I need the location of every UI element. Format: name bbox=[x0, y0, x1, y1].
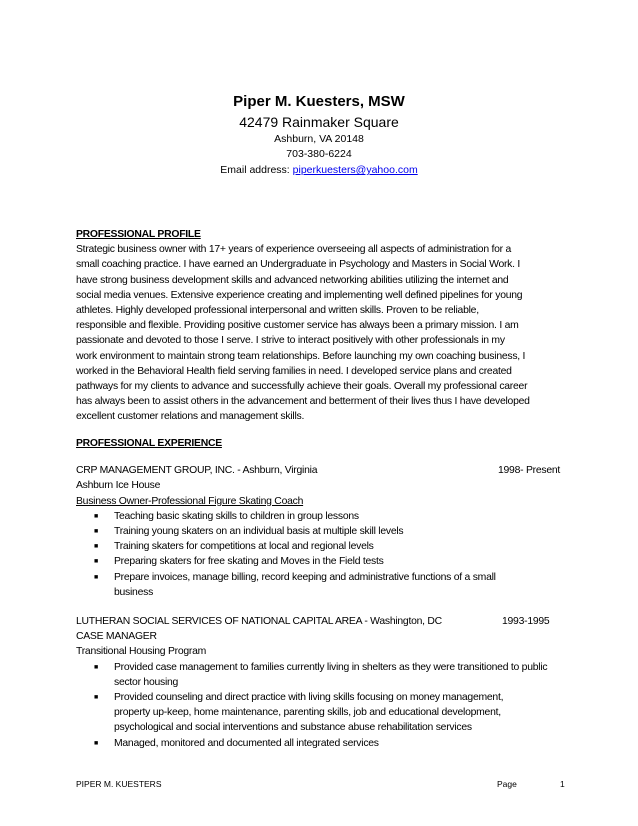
contact-header bbox=[0, 92, 638, 178]
profile-paragraph bbox=[76, 242, 576, 424]
bullet-icon: ■ bbox=[94, 739, 98, 747]
phone-number: 703-380-6224 bbox=[286, 148, 352, 160]
profile-heading: PROFESSIONAL PROFILE bbox=[76, 229, 201, 240]
duty-text: Managed, monitored and documented all integrated services bbox=[114, 737, 379, 749]
list-item bbox=[76, 539, 576, 554]
experience-section bbox=[76, 436, 576, 751]
profile-line: has always been to assist others in the advancement and betterment of their lives thus I have developed bbox=[76, 396, 530, 408]
bullet-icon: ■ bbox=[94, 573, 98, 581]
footer-name: PIPER M. KUESTERS bbox=[76, 779, 162, 789]
job-employer-row bbox=[76, 463, 576, 478]
job-duties-list bbox=[76, 509, 576, 600]
job-dates: 1993-1995 bbox=[502, 616, 550, 628]
duty-text: Provided case management to families currently living in shelters as they were transitioned to public sector housing bbox=[114, 661, 548, 688]
profile-line: small coaching practice. I have earned an Undergraduate in Psychology and Masters in Social Work. I bbox=[76, 259, 521, 271]
list-item bbox=[76, 736, 576, 751]
profile-line: worked in the Behavioral Health field serving families in need. I developed service plans and created bbox=[76, 365, 512, 377]
profile-line: excellent customer relations and management skills. bbox=[76, 411, 305, 423]
bullet-icon: ■ bbox=[94, 512, 98, 520]
list-item bbox=[76, 524, 576, 539]
duty-text: Preparing skaters for free skating and Moves in the Field tests bbox=[114, 556, 384, 568]
footer-page-number: 1 bbox=[560, 779, 565, 789]
email-row bbox=[0, 162, 638, 178]
footer-page-label: Page bbox=[497, 779, 517, 789]
email-link[interactable]: piperkuesters@yahoo.com bbox=[292, 164, 418, 176]
duty-text: Teaching basic skating skills to children in group lessons bbox=[114, 510, 359, 522]
duty-text: Training young skaters on an individual basis at multiple skill levels bbox=[114, 526, 404, 538]
list-item bbox=[76, 570, 576, 600]
profile-line: pathways for my clients to advance and successfully achieve their goals. Overall my professional career bbox=[76, 381, 528, 393]
email-label: Email address: bbox=[220, 164, 290, 176]
profile-line: passionate and devoted to those I serve. I strive to interact positively with other professionals in my bbox=[76, 335, 505, 347]
job-employer: LUTHERAN SOCIAL SERVICES OF NATIONAL CAPITAL AREA - Washington, DC bbox=[76, 616, 442, 628]
job-employer-row bbox=[76, 614, 576, 629]
job-employer: CRP MANAGEMENT GROUP, INC. - Ashburn, Virginia bbox=[76, 465, 318, 477]
bullet-icon: ■ bbox=[94, 528, 98, 536]
experience-heading: PROFESSIONAL EXPERIENCE bbox=[76, 438, 222, 449]
profile-line: social media venues. Extensive experience creating and implementing well defined pipelines for young bbox=[76, 289, 523, 301]
bullet-icon: ■ bbox=[94, 694, 98, 702]
job-entry bbox=[76, 463, 576, 600]
list-item bbox=[76, 554, 576, 569]
profile-line: have strong business development skills and advanced networking abilities utilizing the internet and bbox=[76, 274, 509, 286]
job-role: Business Owner-Professional Figure Skating Coach bbox=[76, 495, 304, 507]
applicant-name: Piper M. Kuesters, MSW bbox=[233, 93, 405, 110]
duty-text: Provided counseling and direct practice with living skills focusing on money management, property up-keep, home maintenance, parenting skills, job and educational development, psychological and social interventions and substance abuse rehabilitation services bbox=[114, 692, 504, 734]
list-item bbox=[76, 509, 576, 524]
job-duties-list bbox=[76, 660, 576, 751]
profile-line: athletes. Highly developed professional interpersonal and written skills. Proven to be reliable, bbox=[76, 305, 479, 317]
bullet-icon: ■ bbox=[94, 558, 98, 566]
job-subtitle: CASE MANAGER bbox=[76, 631, 157, 643]
job-role: Transitional Housing Program bbox=[76, 646, 207, 658]
job-entry bbox=[76, 614, 576, 751]
duty-text: Training skaters for competitions at local and regional levels bbox=[114, 541, 374, 553]
bullet-icon: ■ bbox=[94, 663, 98, 671]
duty-text: Prepare invoices, manage billing, record keeping and administrative functions of a small business bbox=[114, 571, 496, 598]
street-address: 42479 Rainmaker Square bbox=[239, 114, 399, 130]
list-item bbox=[76, 690, 576, 736]
profile-line: work environment to maintain strong team relationships. Before launching my own coaching business, I bbox=[76, 350, 526, 362]
list-item bbox=[76, 660, 576, 690]
bullet-icon: ■ bbox=[94, 543, 98, 551]
profile-line: Strategic business owner with 17+ years of experience overseeing all aspects of administration for a bbox=[76, 244, 512, 256]
city-state-zip: Ashburn, VA 20148 bbox=[274, 133, 364, 145]
job-dates: 1998- Present bbox=[498, 465, 561, 477]
job-subtitle: Ashburn Ice House bbox=[76, 480, 161, 492]
profile-section bbox=[76, 227, 576, 425]
profile-line: responsible and flexible. Providing positive customer service has always been a primary mission. I am bbox=[76, 320, 519, 332]
